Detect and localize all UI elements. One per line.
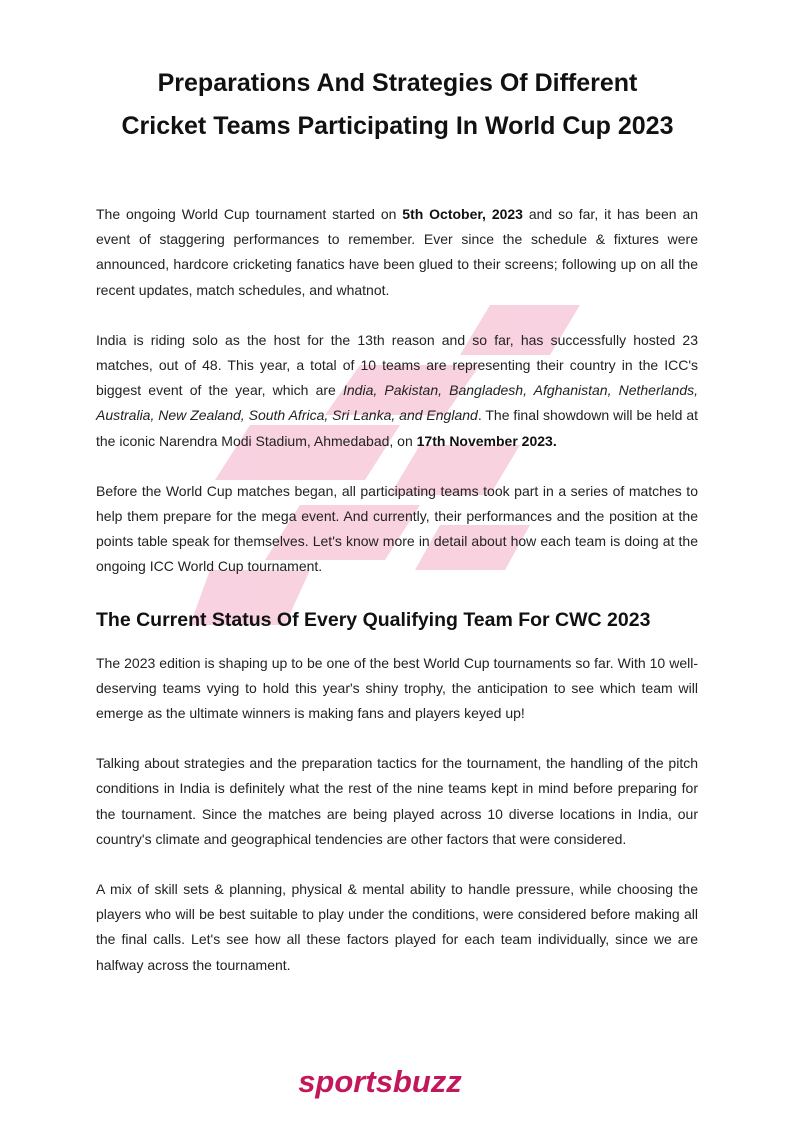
intro-text-2: and so far, it has been an event of staggering performances to remember. Ever since the schedule & fixtures were announced, hardcore cricketing fanatics have been glued to their screens; following up on all the recent updates, match schedules, and whatnot. <box>96 206 699 298</box>
article-body <box>96 202 698 1003</box>
page-title <box>60 62 735 148</box>
intro-paragraph <box>96 202 698 303</box>
preparation-paragraph: Before the World Cup matches began, all participating teams took part in a series of matches to help them prepare for the mega event. And currently, their performances and the position at the points table speak for themselves. Let's know more in detail about how each team is doing at the ongoing ICC World Cup tournament. <box>96 482 698 575</box>
host-text-1: India is riding solo as the host for the 13th reason and so far, has successfully hosted 23 matches, out of 48. This year, a total of 10 teams are representing their country in the ICC's biggest event of the year, which are <box>96 331 698 399</box>
edition-paragraph: The 2023 edition is shaping up to be one of the best World Cup tournaments so far. With 10 well-deserving teams vying to hold this year's shiny trophy, the anticipation to see which team will emerge as the ultimate winners is making fans and players keyed up! <box>96 654 698 722</box>
title-line-2: Cricket Teams Participating In World Cup 2023 <box>121 112 674 140</box>
start-date: 5th October, 2023 <box>402 206 523 222</box>
strategy-paragraph: Talking about strategies and the preparation tactics for the tournament, the handling of the pitch conditions in India is definitely what the rest of the nine teams kept in mind before preparing for the tournament. Since the matches are being played across 10 diverse locations in India, our country's climate and geographical tendencies are other factors that were considered. <box>96 755 698 847</box>
title-line-1: Preparations And Strategies Of Different <box>157 69 638 97</box>
final-date: 17th November 2023. <box>416 432 557 449</box>
intro-text-1: The ongoing World Cup tournament started on <box>96 206 403 222</box>
team-list: India, Pakistan, Bangladesh, Afghanistan, Netherlands, Australia, New Zealand, South Africa, Sri Lanka, and England <box>96 382 698 424</box>
skills-paragraph: A mix of skill sets & planning, physical & mental ability to handle pressure, while choosing the players who will be best suitable to play under the conditions, were considered before making all the final calls. Let's see how all these factors played for each team individually, since we are halfway across the tournament. <box>96 881 698 973</box>
section-heading: The Current Status Of Every Qualifying Team For CWC 2023 <box>96 608 651 631</box>
logo-text: sportsbuzz <box>298 1064 462 1099</box>
host-paragraph <box>96 328 698 454</box>
sportsbuzz-logo <box>280 1060 480 1104</box>
host-text-2: . The final showdown will be held at the iconic Narendra Modi Stadium, Ahmedabad, on <box>96 407 699 449</box>
